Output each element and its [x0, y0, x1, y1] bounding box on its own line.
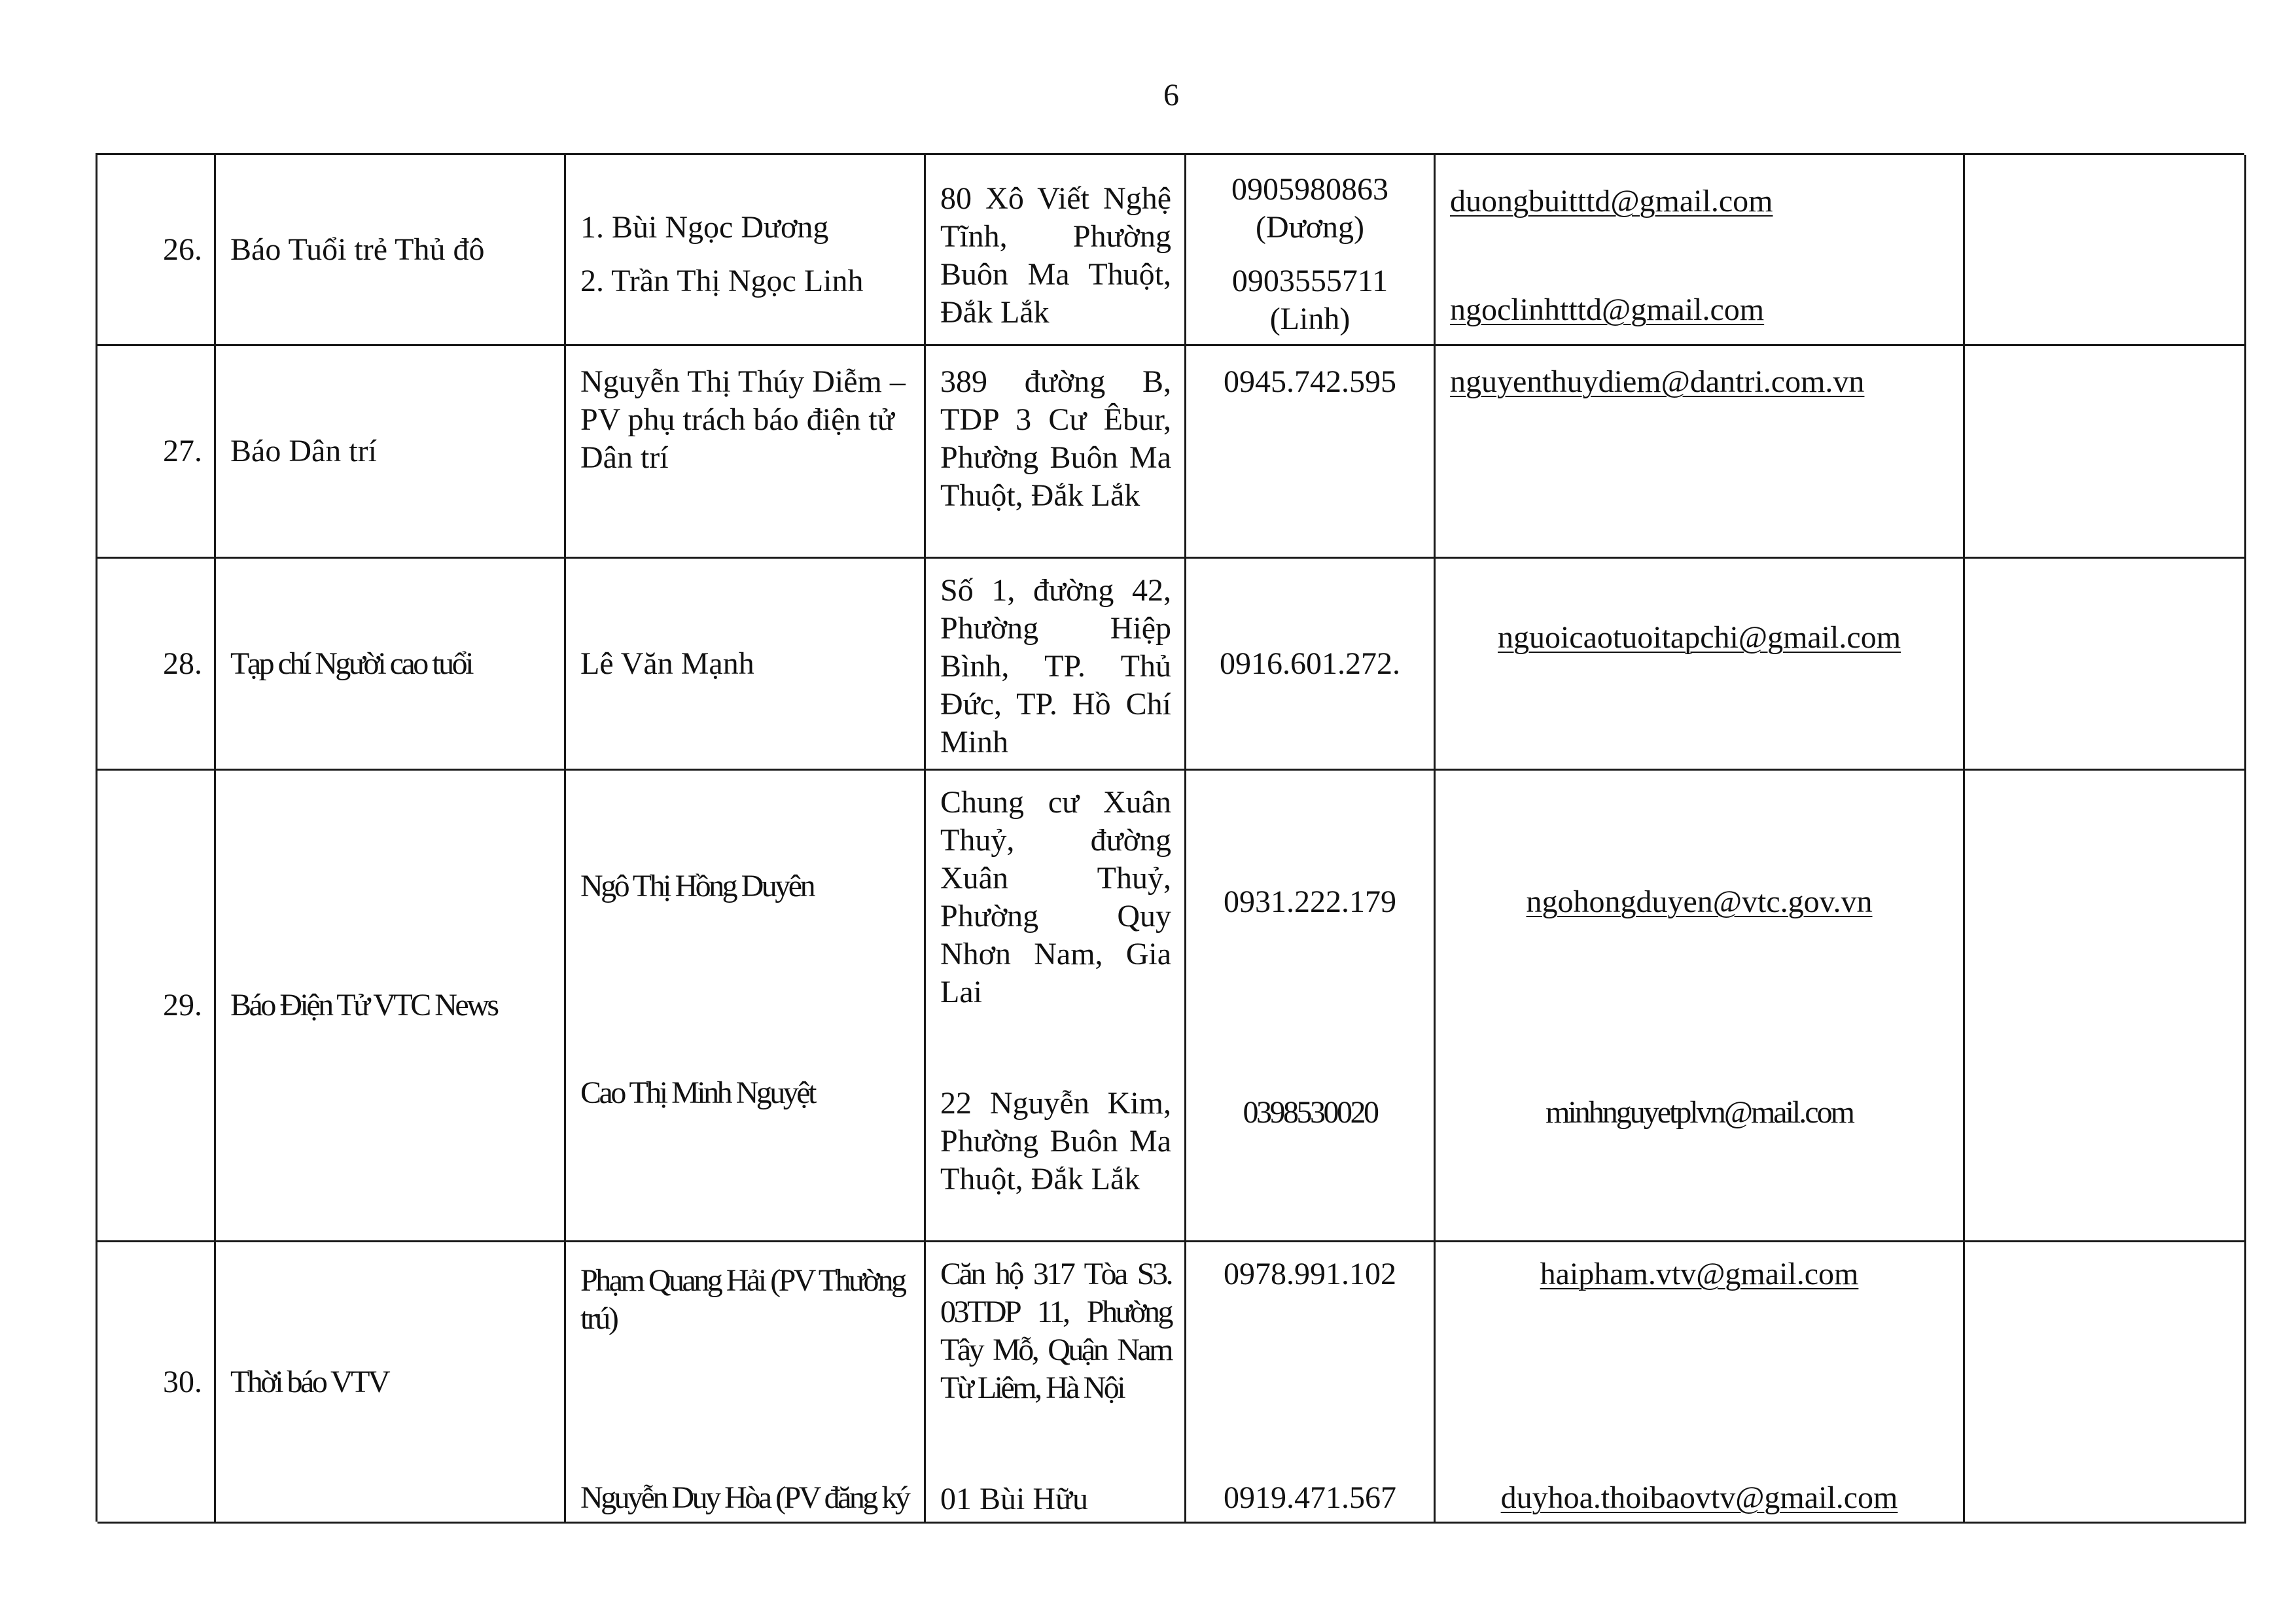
address: 389 đường B, TDP 3 Cư Êbur, Phường Buôn Ma Thuột, Đắk Lắk [926, 346, 1186, 559]
press-contact-table [96, 153, 2244, 1522]
email-text: minhnguyetplvn@mail.com [1545, 1095, 1853, 1130]
email [1436, 155, 1965, 346]
phone: 0916.601.272. [1186, 559, 1436, 771]
email-link[interactable]: nguyenthuydiem@dantri.com.vn [1450, 364, 1865, 399]
contact-line: 2. Trần Thị Ngọc Linh [580, 264, 864, 298]
row-index: 30. [97, 1242, 216, 1524]
email-link[interactable]: duyhoa.thoibaovtv@gmail.com [1500, 1480, 1898, 1515]
notes [1965, 155, 2246, 346]
outlet-name: Báo Dân trí [216, 346, 566, 559]
row-index: 27. [97, 346, 216, 559]
phone: 0905980863 (Dương) 0903555711 (Linh) [1186, 155, 1436, 346]
notes [1965, 346, 2246, 559]
contact-person [566, 155, 926, 346]
contact-person: Lê Văn Mạnh [566, 559, 926, 771]
email-link[interactable]: ngoclinhtttd@gmail.com [1450, 292, 1765, 327]
email-link[interactable]: ngohongduyen@vtc.gov.vn [1526, 884, 1873, 919]
address: Căn hộ 317 Tòa S3. 03TDP 11, Phường Tây Mỗ, Quận Nam Từ Liêm, Hà Nội 01 Bùi Hữu [926, 1242, 1186, 1524]
contact-person [566, 1242, 926, 1524]
notes [1965, 1242, 2246, 1524]
contact-line: Nguyễn Duy Hòa (PV đăng ký [580, 1480, 909, 1515]
row-index: 26. [97, 155, 216, 346]
outlet-name: Báo Tuổi trẻ Thủ đô [216, 155, 566, 346]
contact-line: Ngô Thị Hồng Duyên [580, 869, 814, 903]
row-index: 28. [97, 559, 216, 771]
phone: 0978.991.102 0919.471.567 [1186, 1242, 1436, 1524]
email [1436, 1242, 1965, 1524]
email-link[interactable]: haipham.vtv@gmail.com [1540, 1257, 1859, 1291]
page-number: 6 [1163, 78, 1179, 113]
address: Số 1, đường 42, Phường Hiệp Bình, TP. Thủ Đức, TP. Hồ Chí Minh [926, 559, 1186, 771]
contact-line: 1. Bùi Ngọc Dương [580, 210, 829, 245]
row-index: 29. [97, 771, 216, 1242]
outlet-name: Thời báo VTV [216, 1242, 566, 1524]
notes [1965, 771, 2246, 1242]
email [1436, 771, 1965, 1242]
address: Chung cư Xuân Thuỷ, đường Xuân Thuỷ, Phường Quy Nhơn Nam, Gia Lai 22 Nguyễn Kim, Phường Buôn Ma Thuột, Đắk Lắk [926, 771, 1186, 1242]
outlet-name: Tạp chí Người cao tuổi [216, 559, 566, 771]
contact-person: Nguyễn Thị Thúy Diễm – PV phụ trách báo điện tử Dân trí [566, 346, 926, 559]
outlet-name: Báo Điện Tử VTC News [216, 771, 566, 1242]
address: 80 Xô Viết Nghệ Tĩnh, Phường Buôn Ma Thuột, Đắk Lắk [926, 155, 1186, 346]
contact-line: Cao Thị Minh Nguyệt [580, 1075, 815, 1110]
email [1436, 559, 1965, 771]
contact-line: Phạm Quang Hải (PV Thường trú) [580, 1263, 905, 1336]
phone: 0945.742.595 [1186, 346, 1436, 559]
contact-person [566, 771, 926, 1242]
email [1436, 346, 1965, 559]
email-link[interactable]: nguoicaotuoitapchi@gmail.com [1497, 620, 1901, 655]
notes [1965, 559, 2246, 771]
email-link[interactable]: duongbuitttd@gmail.com [1450, 184, 1773, 218]
phone: 0931.222.179 0398530020 [1186, 771, 1436, 1242]
